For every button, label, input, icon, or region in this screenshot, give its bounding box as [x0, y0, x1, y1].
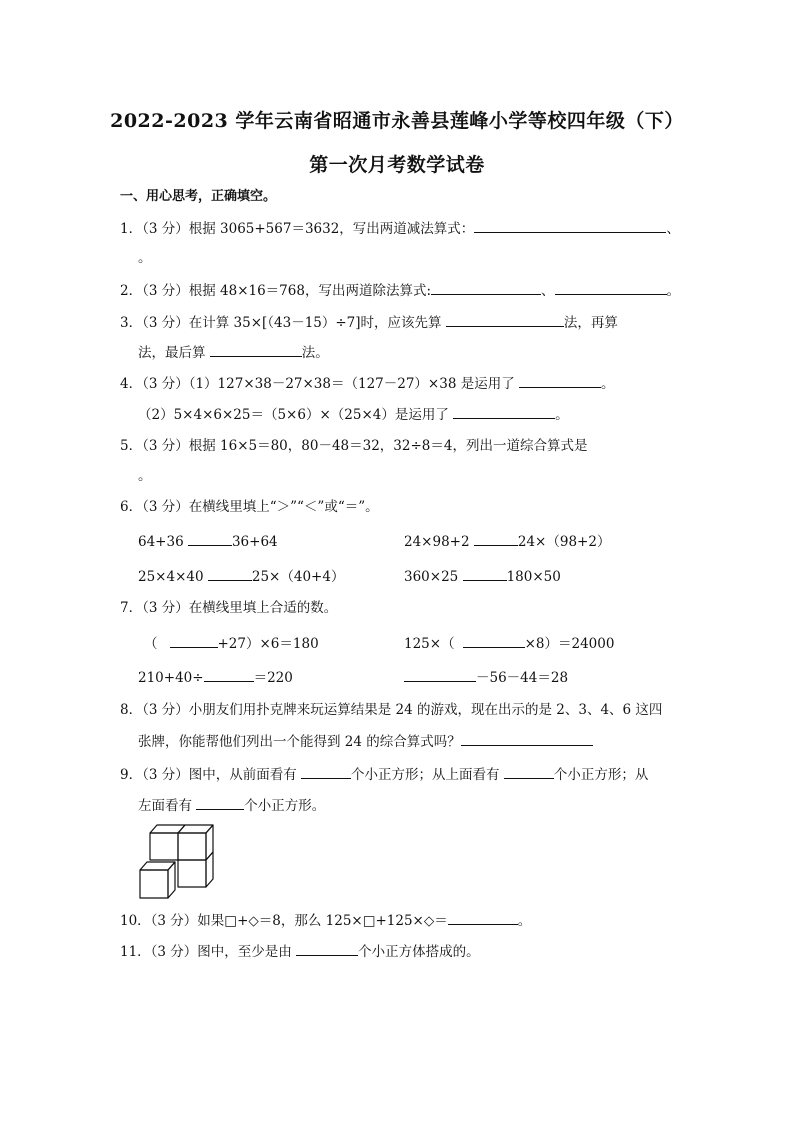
question-11-tail: 个小正方体搭成的。 [358, 944, 480, 960]
question-9-line2 [138, 795, 325, 816]
answer-blank[interactable] [446, 312, 564, 327]
expr-right: 36+64 [231, 534, 278, 550]
question-9-text: 个小正方形；从上面看有 [351, 767, 500, 783]
question-9-text: 个小正方形；从 [553, 767, 649, 783]
end-mark: 。 [601, 376, 615, 392]
compare-item [138, 566, 344, 587]
question-5-line1: 5．（3 分）根据 16×5＝80，80－48＝32，32÷8＝4，列出一道综合算式是 [120, 438, 588, 454]
expr-part: －56－44＝28 [476, 670, 569, 686]
answer-blank[interactable] [461, 731, 593, 746]
question-4-text2: （2）5×4×6×25＝（5×6）×（25×4）是运用了 [138, 407, 449, 423]
question-3-text2-end: 法。 [301, 345, 329, 361]
expr-left: 64+36 [138, 534, 184, 550]
answer-blank[interactable] [210, 342, 302, 357]
question-2 [120, 280, 680, 301]
question-1-text: 1．（3 分）根据 3065+567＝3632，写出两道减法算式： [120, 221, 475, 237]
question-11 [120, 941, 480, 962]
expr-part: 125×（ [404, 636, 455, 652]
expr-left: 24×98+2 [404, 534, 470, 550]
question-3-line1 [120, 312, 618, 333]
answer-blank[interactable] [301, 764, 351, 779]
question-4-line1 [120, 373, 615, 394]
exam-title-line2: 第一次月考数学试卷 [309, 154, 485, 176]
question-1 [120, 218, 680, 239]
expr-part: 210+40÷ [138, 670, 204, 686]
answer-blank[interactable] [448, 910, 518, 925]
answer-blank[interactable] [555, 280, 667, 295]
answer-blank[interactable] [208, 566, 252, 581]
expr-part: （ [144, 636, 158, 652]
question-9-text: 左面看有 [138, 798, 192, 814]
answer-blank[interactable] [474, 218, 666, 233]
question-1-tail: 。 [138, 250, 152, 266]
question-4-text: 4．（3 分）（1）127×38－27×38＝（127－27）×38 是运用了 [120, 376, 515, 392]
expr-right: 180×50 [506, 569, 561, 585]
end-mark: 。 [517, 913, 532, 929]
answer-blank[interactable] [188, 531, 232, 546]
answer-blank[interactable] [463, 566, 507, 581]
expr-right: 25×（40+4） [251, 569, 345, 585]
expr-right: 24×（98+2） [517, 534, 611, 550]
question-3-text: 3．（3 分）在计算 35×[（43－15）÷7]时，应该先算 [120, 315, 442, 331]
end-mark: 。 [666, 283, 680, 299]
answer-blank[interactable] [504, 764, 554, 779]
question-9-text: 9．（3 分）图中，从前面看有 [120, 767, 297, 783]
cube-stack-figure [137, 822, 227, 902]
question-8-line2 [138, 731, 593, 752]
question-3-text2: 法，最后算 [138, 345, 206, 361]
question-3-text-end: 法，再算 [563, 315, 618, 331]
separator: 、 [666, 221, 680, 237]
expr-left: 360×25 [404, 569, 459, 585]
question-6: 6．（3 分）在横线里填上“＞”“＜”或“＝”。 [120, 499, 379, 515]
answer-blank[interactable] [453, 404, 555, 419]
fill-item [138, 667, 293, 688]
question-9-text: 个小正方形。 [244, 798, 326, 814]
answer-blank[interactable] [204, 667, 254, 682]
expr-part: ＝220 [253, 670, 293, 686]
question-10 [120, 910, 531, 931]
expr-part: +27）×6＝180 [217, 636, 319, 652]
expr-left: 25×4×40 [138, 569, 204, 585]
exam-title-line1: 2022-2023 学年云南省昭通市永善县莲峰小学等校四年级（下） [110, 110, 684, 132]
expr-part: ×8）＝24000 [524, 636, 615, 652]
separator: 、 [541, 283, 555, 299]
question-8-text2: 张牌，你能帮他们列出一个能得到 24 的综合算式吗？ [138, 734, 461, 750]
question-4-line2 [138, 404, 569, 425]
fill-item [404, 667, 568, 688]
question-9-line1 [120, 764, 648, 785]
question-5-line2: 。 [138, 468, 152, 484]
answer-blank[interactable] [296, 941, 358, 956]
question-10-text: 10．（3 分）如果□+◇＝8，那么 125×□+125×◇＝ [120, 913, 448, 929]
question-7: 7．（3 分）在横线里填上合适的数。 [120, 600, 338, 616]
fill-item [404, 633, 614, 654]
fill-item [144, 633, 319, 654]
answer-blank[interactable] [170, 633, 218, 648]
question-8-line1: 8．（3 分）小朋友们用扑克牌来玩运算结果是 24 的游戏，现在出示的是 2、3、4、6 这四 [120, 702, 663, 718]
compare-item [404, 531, 610, 552]
answer-blank[interactable] [463, 633, 525, 648]
question-3-line2 [138, 342, 329, 363]
answer-blank[interactable] [431, 280, 541, 295]
compare-item [404, 566, 561, 587]
answer-blank[interactable] [196, 795, 244, 810]
question-2-text: 2．（3 分）根据 48×16＝768，写出两道除法算式: [120, 283, 431, 299]
answer-blank[interactable] [474, 531, 518, 546]
section-heading: 一、用心思考，正确填空。 [120, 189, 277, 204]
answer-blank[interactable] [404, 667, 476, 682]
end-mark: 。 [555, 407, 569, 423]
question-11-text: 11．（3 分）图中，至少是由 [120, 944, 292, 960]
answer-blank[interactable] [519, 373, 601, 388]
compare-item [138, 531, 278, 552]
